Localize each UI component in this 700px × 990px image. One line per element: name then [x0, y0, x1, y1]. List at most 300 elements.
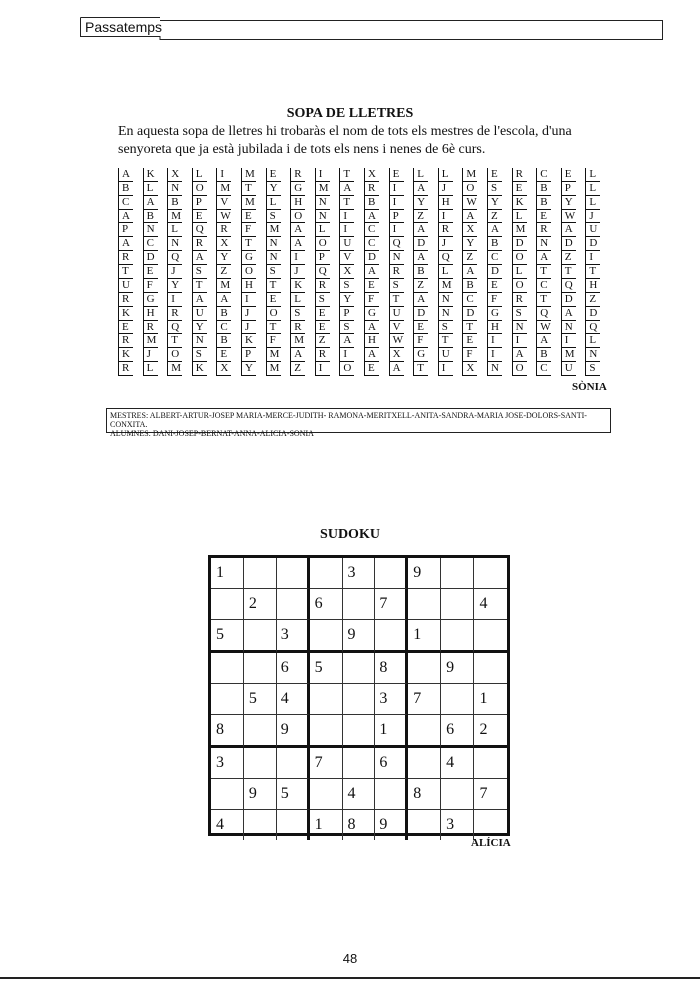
sudoku-empty-cell[interactable]	[408, 589, 441, 620]
letter-cell: E	[487, 168, 512, 182]
sudoku-empty-cell[interactable]	[408, 653, 441, 684]
letter-cell: A	[512, 348, 537, 362]
letter-cell: Z	[561, 251, 586, 265]
letter-cell: T	[266, 321, 291, 335]
letter-cell: J	[143, 348, 168, 362]
letter-cell: U	[438, 348, 463, 362]
word-list-box	[106, 408, 611, 438]
letter-cell: D	[561, 237, 586, 251]
sudoku-given-cell[interactable]: 9	[408, 558, 441, 589]
letter-cell: A	[216, 293, 241, 307]
letter-cell: J	[438, 237, 463, 251]
letter-cell: L	[585, 334, 610, 348]
letter-cell: A	[118, 168, 143, 182]
letter-cell: B	[216, 307, 241, 321]
sudoku-empty-cell[interactable]	[375, 620, 408, 653]
letter-cell: Y	[266, 182, 291, 196]
letter-cell: M	[438, 279, 463, 293]
sudoku-empty-cell[interactable]	[474, 653, 507, 684]
letter-cell: C	[364, 237, 389, 251]
letter-cell: Z	[413, 210, 438, 224]
sudoku-given-cell[interactable]: 9	[375, 810, 408, 840]
letter-cell: R	[118, 362, 143, 376]
letter-cell: Z	[585, 293, 610, 307]
sudoku-empty-cell[interactable]	[441, 620, 474, 653]
letter-cell: A	[462, 210, 487, 224]
sudoku-given-cell[interactable]: 3	[441, 810, 474, 840]
letter-cell: T	[118, 265, 143, 279]
letter-cell: E	[143, 265, 168, 279]
letter-cell: D	[364, 251, 389, 265]
sudoku-given-cell[interactable]: 6	[375, 748, 408, 779]
letter-cell: A	[339, 334, 364, 348]
letter-cell: B	[167, 196, 192, 210]
letter-cell: I	[438, 210, 463, 224]
letter-cell: E	[364, 279, 389, 293]
sudoku-given-cell[interactable]: 7	[408, 684, 441, 715]
letter-cell: N	[143, 223, 168, 237]
letter-cell: I	[389, 223, 414, 237]
letter-cell: D	[462, 307, 487, 321]
letter-cell: Q	[315, 265, 340, 279]
letter-cell: M	[216, 279, 241, 293]
letter-cell: Y	[216, 251, 241, 265]
sudoku-empty-cell[interactable]	[244, 653, 277, 684]
footer-rule	[0, 977, 700, 979]
sudoku-given-cell[interactable]: 6	[441, 715, 474, 748]
letter-cell: I	[290, 251, 315, 265]
letter-cell: O	[512, 251, 537, 265]
letter-cell: Q	[561, 279, 586, 293]
letter-cell: L	[512, 210, 537, 224]
letter-cell: T	[462, 321, 487, 335]
sudoku-empty-cell[interactable]	[310, 620, 343, 653]
page-number: 48	[342, 951, 358, 966]
letter-cell: W	[216, 210, 241, 224]
sudoku-given-cell[interactable]: 1	[408, 620, 441, 653]
letter-cell: E	[266, 168, 291, 182]
letter-cell: O	[315, 237, 340, 251]
sudoku-empty-cell[interactable]	[408, 748, 441, 779]
letter-cell: E	[561, 168, 586, 182]
letter-cell: A	[536, 334, 561, 348]
letter-cell: A	[413, 223, 438, 237]
letter-cell: R	[315, 348, 340, 362]
letter-cell: W	[561, 210, 586, 224]
letter-cell: L	[143, 182, 168, 196]
letter-cell: P	[241, 348, 266, 362]
sudoku-given-cell[interactable]: 3	[211, 748, 244, 779]
sudoku-given-cell[interactable]: 4	[474, 589, 507, 620]
sudoku-given-cell[interactable]: 7	[310, 748, 343, 779]
letter-cell: V	[339, 251, 364, 265]
letter-cell: F	[266, 334, 291, 348]
sudoku-given-cell[interactable]: 5	[244, 684, 277, 715]
letter-cell: L	[167, 223, 192, 237]
sudoku-empty-cell[interactable]	[474, 620, 507, 653]
letter-cell: I	[512, 334, 537, 348]
letter-cell: I	[241, 293, 266, 307]
sudoku-given-cell[interactable]: 2	[474, 715, 507, 748]
sudoku-given-cell[interactable]: 3	[343, 558, 376, 589]
letter-cell: G	[413, 348, 438, 362]
letter-cell: Q	[167, 251, 192, 265]
letter-cell: J	[290, 265, 315, 279]
letter-cell: L	[585, 182, 610, 196]
letter-cell: H	[487, 321, 512, 335]
letter-cell: E	[487, 279, 512, 293]
letter-cell: T	[339, 196, 364, 210]
letter-cell: S	[315, 293, 340, 307]
letter-cell: Y	[241, 362, 266, 376]
letter-cell: A	[118, 237, 143, 251]
sudoku-empty-cell[interactable]	[343, 684, 376, 715]
sudoku-empty-cell[interactable]	[441, 684, 474, 715]
letter-cell: A	[389, 362, 414, 376]
letter-cell: B	[536, 182, 561, 196]
letter-cell: S	[339, 321, 364, 335]
sudoku-empty-cell[interactable]	[244, 620, 277, 653]
letter-cell: T	[585, 265, 610, 279]
letter-cell: P	[118, 223, 143, 237]
letter-cell: A	[413, 251, 438, 265]
sudoku-empty-cell[interactable]	[244, 715, 277, 748]
letter-cell: R	[167, 307, 192, 321]
letter-cell: P	[192, 196, 217, 210]
sudoku-empty-cell[interactable]	[441, 779, 474, 810]
letter-cell: B	[216, 334, 241, 348]
letter-cell: N	[536, 237, 561, 251]
letter-cell: T	[389, 293, 414, 307]
letter-cell: I	[339, 348, 364, 362]
letter-cell: Z	[290, 362, 315, 376]
sudoku-empty-cell[interactable]	[277, 558, 310, 589]
letter-cell: O	[290, 210, 315, 224]
letter-cell: M	[561, 348, 586, 362]
letter-cell: T	[536, 265, 561, 279]
letter-cell: D	[143, 251, 168, 265]
sudoku-empty-cell[interactable]	[343, 715, 376, 748]
letter-cell: M	[512, 223, 537, 237]
letter-cell: A	[192, 293, 217, 307]
letter-cell: U	[585, 223, 610, 237]
sudoku-empty-cell[interactable]	[408, 810, 441, 840]
sudoku-given-cell[interactable]: 8	[211, 715, 244, 748]
sudoku-given-cell[interactable]: 9	[343, 620, 376, 653]
letter-cell: R	[118, 251, 143, 265]
letter-cell: E	[512, 182, 537, 196]
letter-cell: A	[413, 293, 438, 307]
letter-cell: C	[487, 251, 512, 265]
letter-cell: Y	[561, 196, 586, 210]
letter-cell: X	[167, 168, 192, 182]
letter-cell: R	[512, 293, 537, 307]
letter-cell: J	[167, 265, 192, 279]
sudoku-given-cell[interactable]: 4	[211, 810, 244, 840]
letter-cell: R	[438, 223, 463, 237]
letter-cell: I	[315, 168, 340, 182]
letter-cell: T	[413, 362, 438, 376]
letter-cell: I	[315, 362, 340, 376]
letter-cell: F	[364, 293, 389, 307]
letter-cell: G	[290, 182, 315, 196]
sudoku-given-cell[interactable]: 3	[375, 684, 408, 715]
letter-cell: R	[512, 168, 537, 182]
sudoku-empty-cell[interactable]	[244, 558, 277, 589]
word-search-signature: SÒNIA	[572, 381, 607, 393]
letter-cell: L	[438, 265, 463, 279]
letter-cell: T	[438, 334, 463, 348]
sudoku-empty-cell[interactable]	[375, 779, 408, 810]
sudoku-given-cell[interactable]: 1	[310, 810, 343, 840]
letter-cell: D	[561, 293, 586, 307]
letter-cell: X	[364, 168, 389, 182]
letter-cell: U	[192, 307, 217, 321]
letter-cell: G	[364, 307, 389, 321]
sudoku-empty-cell[interactable]	[211, 653, 244, 684]
sudoku-empty-cell[interactable]	[343, 589, 376, 620]
letter-cell: G	[487, 307, 512, 321]
sudoku-given-cell[interactable]: 9	[244, 779, 277, 810]
letter-cell: S	[487, 182, 512, 196]
letter-cell: B	[536, 196, 561, 210]
letter-cell: A	[487, 223, 512, 237]
letter-cell: P	[315, 251, 340, 265]
sudoku-empty-cell[interactable]	[211, 779, 244, 810]
letter-cell: O	[462, 182, 487, 196]
letter-cell: P	[561, 182, 586, 196]
letter-cell: N	[438, 293, 463, 307]
letter-cell: N	[585, 348, 610, 362]
letter-cell: O	[167, 348, 192, 362]
word-search-title: SOPA DE LLETRES	[286, 106, 414, 121]
letter-cell: Z	[216, 265, 241, 279]
letter-cell: L	[413, 168, 438, 182]
sudoku-empty-cell[interactable]	[211, 589, 244, 620]
letter-cell: D	[512, 237, 537, 251]
letter-cell: F	[487, 293, 512, 307]
letter-cell: F	[143, 279, 168, 293]
letter-cell: N	[487, 362, 512, 376]
letter-cell: O	[241, 265, 266, 279]
letter-cell: C	[536, 168, 561, 182]
letter-cell: B	[364, 196, 389, 210]
letter-cell: Y	[339, 293, 364, 307]
letter-cell: O	[266, 307, 291, 321]
letter-cell: R	[290, 321, 315, 335]
sudoku-board	[208, 555, 510, 836]
sudoku-empty-cell[interactable]	[310, 779, 343, 810]
letter-cell: E	[315, 307, 340, 321]
letter-cell: Z	[487, 210, 512, 224]
letter-cell: Q	[167, 321, 192, 335]
sudoku-given-cell[interactable]: 6	[310, 589, 343, 620]
letter-cell: J	[585, 210, 610, 224]
letter-cell: S	[585, 362, 610, 376]
letter-cell: H	[290, 196, 315, 210]
letter-cell: R	[143, 321, 168, 335]
letter-cell: N	[389, 251, 414, 265]
letter-cell: E	[315, 321, 340, 335]
letter-cell: A	[413, 182, 438, 196]
letter-cell: S	[389, 279, 414, 293]
sudoku-empty-cell[interactable]	[310, 558, 343, 589]
sudoku-empty-cell[interactable]	[343, 653, 376, 684]
letter-cell: X	[216, 237, 241, 251]
letter-cell: B	[536, 348, 561, 362]
sudoku-given-cell[interactable]: 1	[211, 558, 244, 589]
letter-cell: M	[315, 182, 340, 196]
letter-cell: M	[241, 168, 266, 182]
letter-cell: T	[241, 182, 266, 196]
letter-cell: Y	[167, 279, 192, 293]
letter-cell: I	[389, 196, 414, 210]
letter-cell: Z	[462, 251, 487, 265]
sudoku-empty-cell[interactable]	[474, 810, 507, 840]
sudoku-given-cell[interactable]: 8	[375, 653, 408, 684]
sudoku-empty-cell[interactable]	[277, 748, 310, 779]
letter-cell: R	[364, 182, 389, 196]
letter-cell: M	[290, 334, 315, 348]
letter-cell: R	[216, 223, 241, 237]
letter-cell: F	[462, 348, 487, 362]
letter-cell: I	[561, 334, 586, 348]
letter-cell: O	[512, 279, 537, 293]
letter-cell: N	[266, 237, 291, 251]
letter-cell: T	[241, 237, 266, 251]
letter-cell: I	[487, 348, 512, 362]
sudoku-given-cell[interactable]: 2	[244, 589, 277, 620]
letter-cell: W	[462, 196, 487, 210]
sudoku-given-cell[interactable]: 5	[310, 653, 343, 684]
sudoku-empty-cell[interactable]	[441, 589, 474, 620]
sudoku-empty-cell[interactable]	[441, 558, 474, 589]
letter-cell: A	[364, 265, 389, 279]
letter-cell: N	[167, 182, 192, 196]
letter-cell: K	[241, 334, 266, 348]
letter-cell: N	[561, 321, 586, 335]
letter-cell: K	[290, 279, 315, 293]
letter-cell: H	[143, 307, 168, 321]
letter-cell: A	[536, 251, 561, 265]
letter-cell: W	[389, 334, 414, 348]
letter-cell: X	[462, 362, 487, 376]
letter-cell: D	[585, 307, 610, 321]
letter-cell: A	[290, 223, 315, 237]
sudoku-given-cell[interactable]: 1	[375, 715, 408, 748]
letter-cell: I	[339, 223, 364, 237]
sudoku-empty-cell[interactable]	[375, 558, 408, 589]
letter-cell: U	[118, 279, 143, 293]
letter-cell: C	[462, 293, 487, 307]
sudoku-empty-cell[interactable]	[244, 810, 277, 840]
sudoku-empty-cell[interactable]	[211, 684, 244, 715]
sudoku-empty-cell[interactable]	[474, 558, 507, 589]
letter-cell: K	[512, 196, 537, 210]
sudoku-given-cell[interactable]: 9	[277, 715, 310, 748]
sudoku-given-cell[interactable]: 4	[277, 684, 310, 715]
sudoku-empty-cell[interactable]	[244, 748, 277, 779]
letter-cell: Q	[192, 223, 217, 237]
letter-cell: S	[192, 348, 217, 362]
letter-cell: H	[241, 279, 266, 293]
letter-cell: M	[167, 210, 192, 224]
letter-cell: J	[438, 182, 463, 196]
word-search-grid	[118, 168, 610, 376]
letter-cell: N	[512, 321, 537, 335]
sudoku-given-cell[interactable]: 5	[211, 620, 244, 653]
letter-cell: M	[167, 362, 192, 376]
sudoku-given-cell[interactable]: 1	[474, 684, 507, 715]
letter-cell: R	[290, 168, 315, 182]
sudoku-given-cell[interactable]: 3	[277, 620, 310, 653]
letter-cell: Q	[536, 307, 561, 321]
sudoku-empty-cell[interactable]	[277, 810, 310, 840]
sudoku-given-cell[interactable]: 8	[343, 810, 376, 840]
sudoku-empty-cell[interactable]	[408, 715, 441, 748]
letter-cell: U	[389, 307, 414, 321]
sudoku-empty-cell[interactable]	[310, 715, 343, 748]
sudoku-given-cell[interactable]: 9	[441, 653, 474, 684]
sudoku-given-cell[interactable]: 6	[277, 653, 310, 684]
letter-cell: B	[487, 237, 512, 251]
sudoku-given-cell[interactable]: 8	[408, 779, 441, 810]
letter-cell: I	[167, 293, 192, 307]
letter-cell: M	[266, 362, 291, 376]
letter-cell: L	[512, 265, 537, 279]
letter-cell: X	[462, 223, 487, 237]
sudoku-given-cell[interactable]: 7	[375, 589, 408, 620]
sudoku-empty-cell[interactable]	[310, 684, 343, 715]
letter-cell: L	[266, 196, 291, 210]
letter-cell: L	[438, 168, 463, 182]
teachers-list: MESTRES: ALBERT-ARTUR-JOSEP MARIA-MERCE-JUDITH- RAMONA-MERITXELL-ANITA-SANDRA-MARIA JOSE-DOLORS-SANTI-CONXITA.	[110, 411, 587, 429]
sudoku-given-cell[interactable]: 4	[343, 779, 376, 810]
letter-cell: T	[339, 168, 364, 182]
letter-cell: A	[290, 237, 315, 251]
letter-cell: E	[266, 293, 291, 307]
letter-cell: Z	[315, 334, 340, 348]
letter-cell: P	[339, 307, 364, 321]
sudoku-empty-cell[interactable]	[343, 748, 376, 779]
letter-cell: E	[118, 321, 143, 335]
letter-cell: Y	[487, 196, 512, 210]
letter-cell: R	[315, 279, 340, 293]
letter-cell: H	[364, 334, 389, 348]
students-list: ALUMNES: DANI-JOSEP-BERNAT-ANNA-ALICIA-SONIA	[110, 429, 314, 438]
letter-cell: E	[216, 348, 241, 362]
letter-cell: V	[216, 196, 241, 210]
letter-cell: A	[118, 210, 143, 224]
letter-cell: Y	[413, 196, 438, 210]
letter-cell: K	[192, 362, 217, 376]
letter-cell: N	[438, 307, 463, 321]
letter-cell: M	[241, 196, 266, 210]
sudoku-given-cell[interactable]: 5	[277, 779, 310, 810]
sudoku-given-cell[interactable]: 7	[474, 779, 507, 810]
letter-cell: R	[192, 237, 217, 251]
letter-cell: N	[315, 210, 340, 224]
letter-cell: A	[462, 265, 487, 279]
letter-cell: N	[315, 196, 340, 210]
sudoku-empty-cell[interactable]	[277, 589, 310, 620]
sudoku-given-cell[interactable]: 4	[441, 748, 474, 779]
letter-cell: S	[290, 307, 315, 321]
letter-cell: E	[536, 210, 561, 224]
letter-cell: E	[364, 362, 389, 376]
letter-cell: F	[241, 223, 266, 237]
sudoku-empty-cell[interactable]	[474, 748, 507, 779]
